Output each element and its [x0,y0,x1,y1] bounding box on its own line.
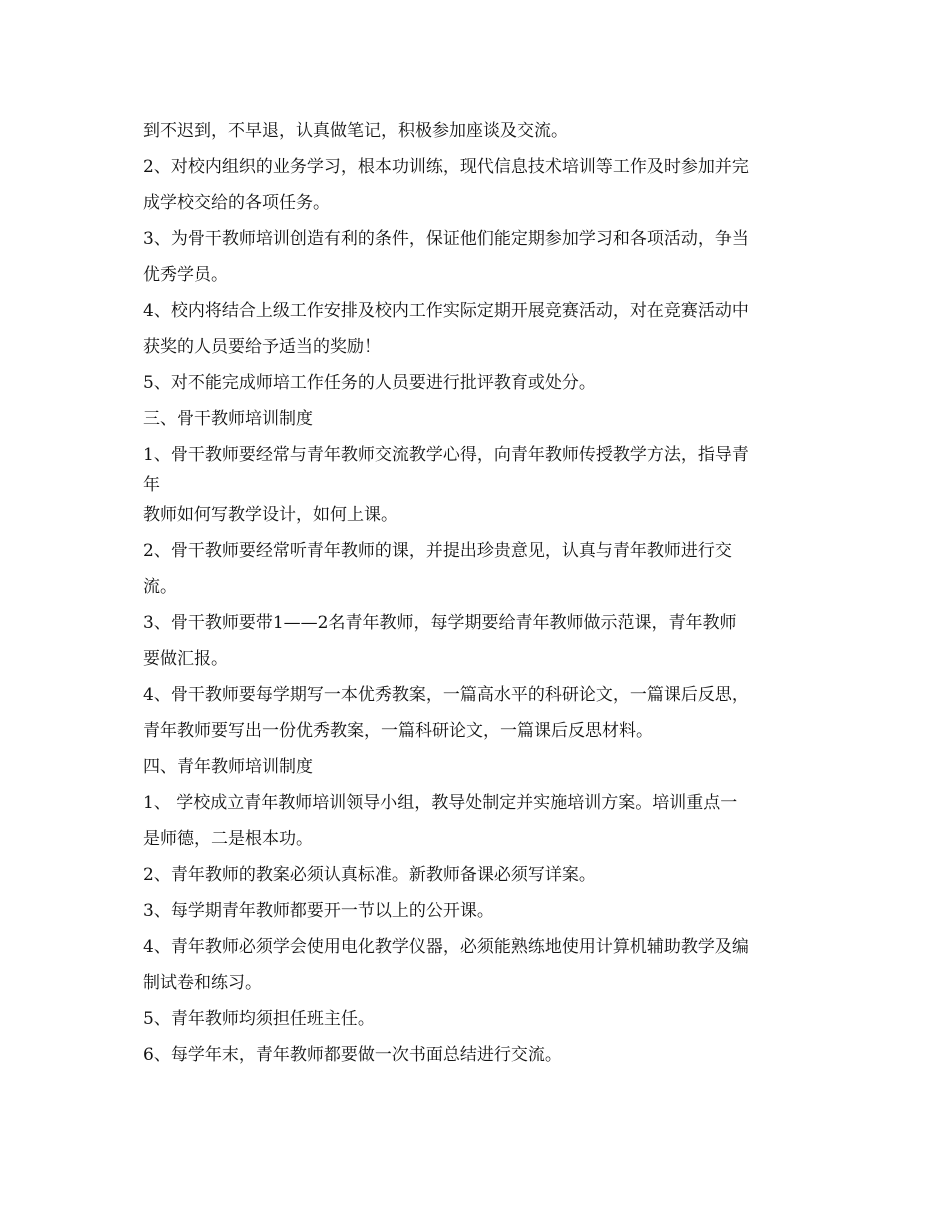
text-line: 2、对校内组织的业务学习，根本功训练，现代信息技术培训等工作及时参加并完 [143,157,749,177]
text-line: 1、骨干教师要经常与青年教师交流教学心得，向青年教师传授教学方法，指导青 [143,445,749,465]
text-line: 5、青年教师均须担任班主任。 [143,1009,375,1029]
text-line: 4、校内将结合上级工作安排及校内工作实际定期开展竞赛活动，对在竞赛活动中 [143,301,749,321]
text-line: 优秀学员。 [143,265,228,285]
text-line: 5、对不能完成师培工作任务的人员要进行批评教育或处分。 [143,373,596,393]
text-line: 1、 学校成立青年教师培训领导小组，教导处制定并实施培训方案。培训重点一 [143,793,738,813]
text-line: 流。 [143,577,177,597]
text-line: 制试卷和练习。 [143,973,262,993]
section-heading: 四、青年教师培训制度 [143,757,313,777]
text-line: 要做汇报。 [143,649,228,669]
section-heading: 三、骨干教师培训制度 [143,409,313,429]
text-line: 3、为骨干教师培训创造有利的条件，保证他们能定期参加学习和各项活动，争当 [143,229,749,249]
text-line: 成学校交给的各项任务。 [143,193,330,213]
text-line: 2、骨干教师要经常听青年教师的课，并提出珍贵意见，认真与青年教师进行交 [143,541,732,561]
text-line: 是师德，二是根本功。 [143,829,313,849]
text-line: 教师如何写教学设计，如何上课。 [143,505,398,525]
text-line: 到不迟到，不早退，认真做笔记，积极参加座谈及交流。 [143,121,568,141]
text-line: 4、骨干教师要每学期写一本优秀教案，一篇高水平的科研论文，一篇课后反思， [143,685,749,705]
document-body [143,113,815,1073]
text-line: 2、青年教师的教案必须认真标准。新教师备课必须写详案。 [143,865,596,885]
text-line: 青年教师要写出一份优秀教案，一篇科研论文，一篇课后反思材料。 [143,721,653,741]
text-line: 6、每学年末，青年教师都要做一次书面总结进行交流。 [143,1045,562,1065]
text-line: 年 [143,475,160,495]
text-line: 4、青年教师必须学会使用电化教学仪器，必须能熟练地使用计算机辅助教学及编 [143,937,749,957]
text-line: 3、骨干教师要带1——2名青年教师，每学期要给青年教师做示范课，青年教师 [143,613,737,633]
text-line: 获奖的人员要给予适当的奖励！ [143,337,381,357]
text-line: 3、每学期青年教师都要开一节以上的公开课。 [143,901,494,921]
